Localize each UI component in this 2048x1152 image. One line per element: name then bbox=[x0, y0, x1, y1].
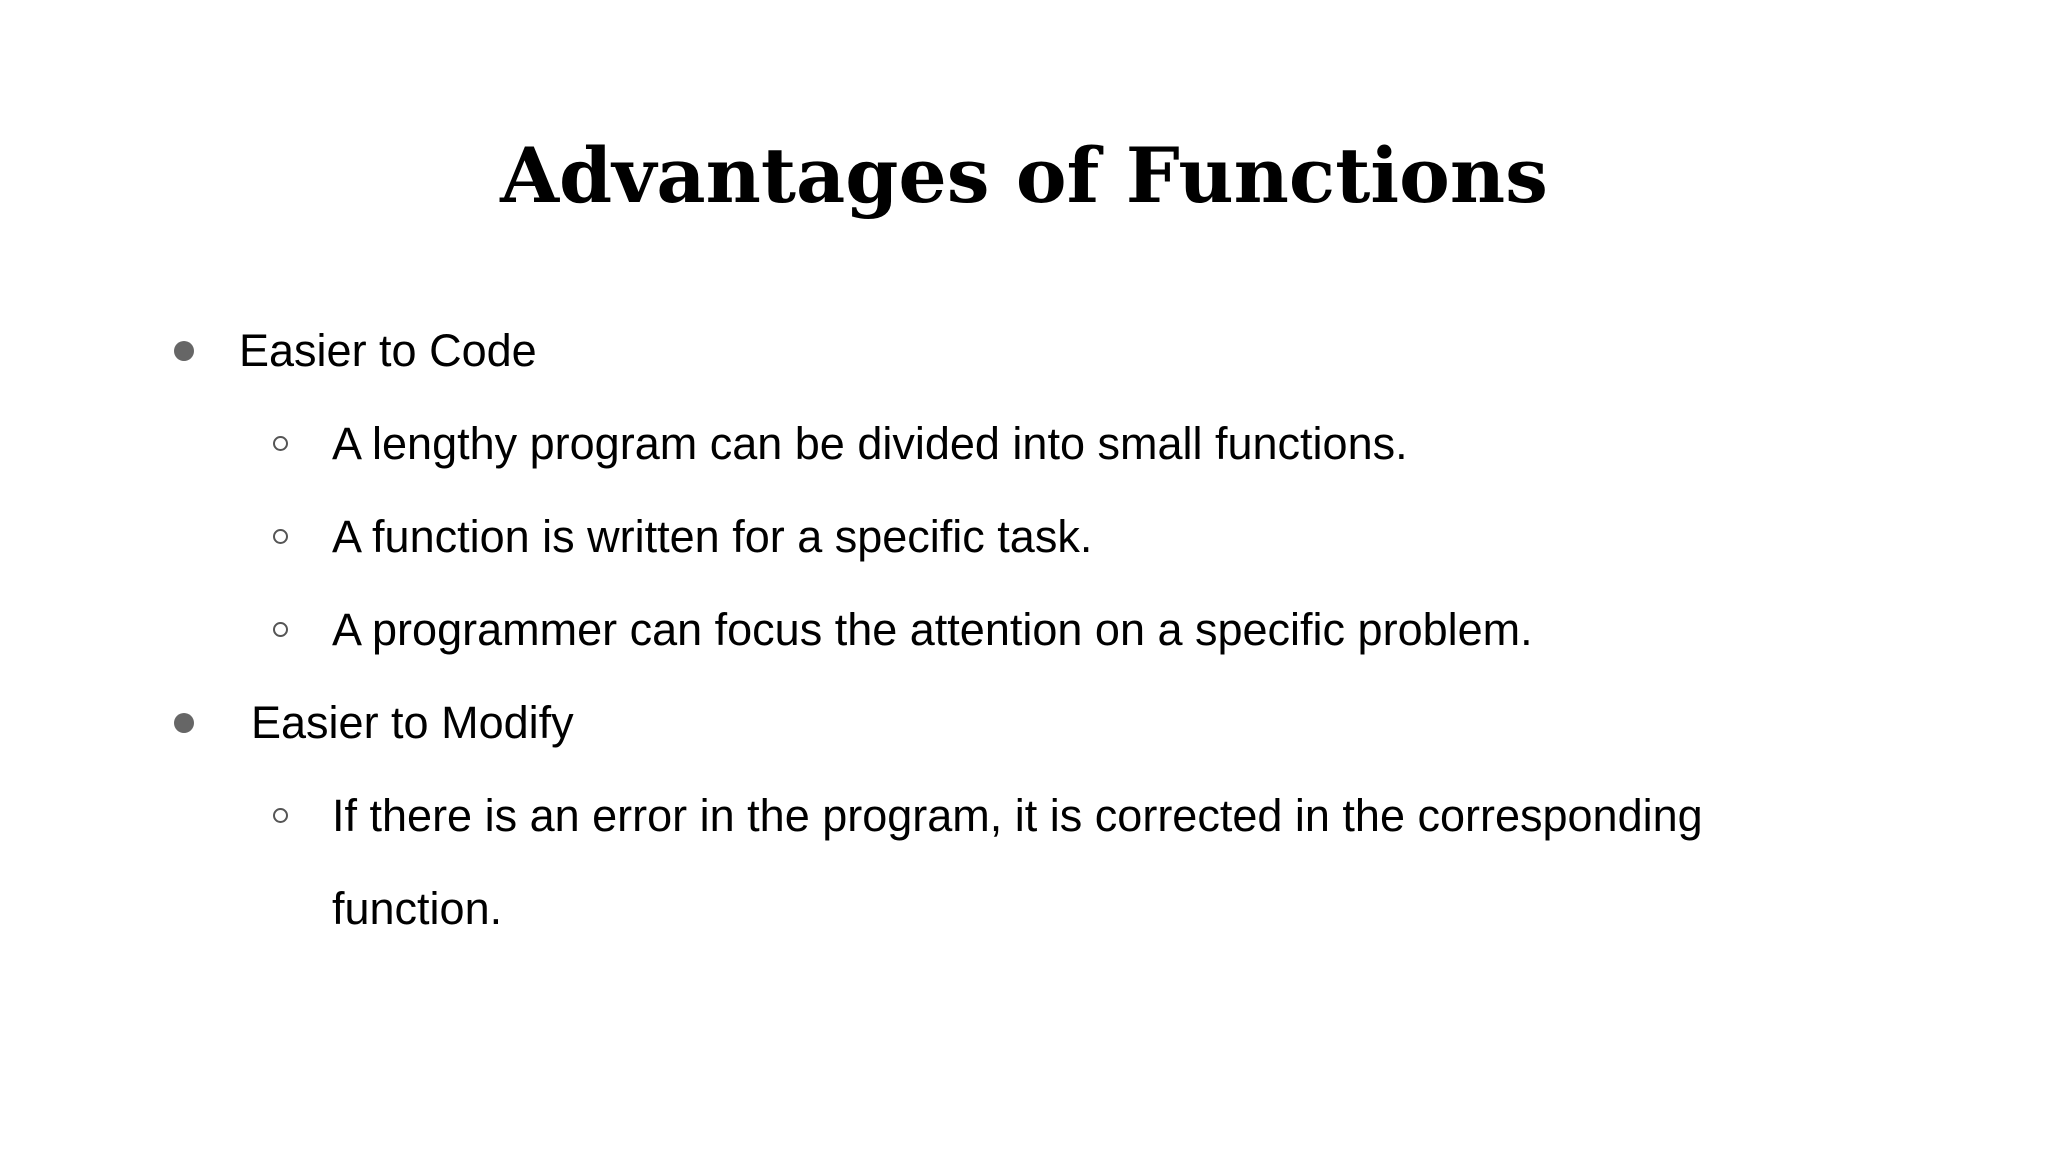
bullet-circle-icon bbox=[273, 808, 288, 823]
bullet-circle-icon bbox=[273, 529, 288, 544]
sub-item: If there is an error in the program, it is corrected in the corresponding bbox=[332, 790, 1703, 841]
slide-title: Advantages of Functions bbox=[500, 131, 1548, 220]
bullet-circle-icon bbox=[273, 622, 288, 637]
bullet-circle-icon bbox=[273, 436, 288, 451]
sub-item: A function is written for a specific task. bbox=[332, 511, 1093, 562]
bullet-disc-icon bbox=[174, 341, 194, 361]
sub-item: A lengthy program can be divided into small functions. bbox=[332, 418, 1408, 469]
list-item-easier-to-modify: Easier to Modify bbox=[251, 697, 574, 748]
sub-item: A programmer can focus the attention on a specific problem. bbox=[332, 604, 1533, 655]
bullet-disc-icon bbox=[174, 713, 194, 733]
list-item-easier-to-code: Easier to Code bbox=[239, 325, 537, 376]
sub-item-continuation: function. bbox=[332, 883, 503, 934]
